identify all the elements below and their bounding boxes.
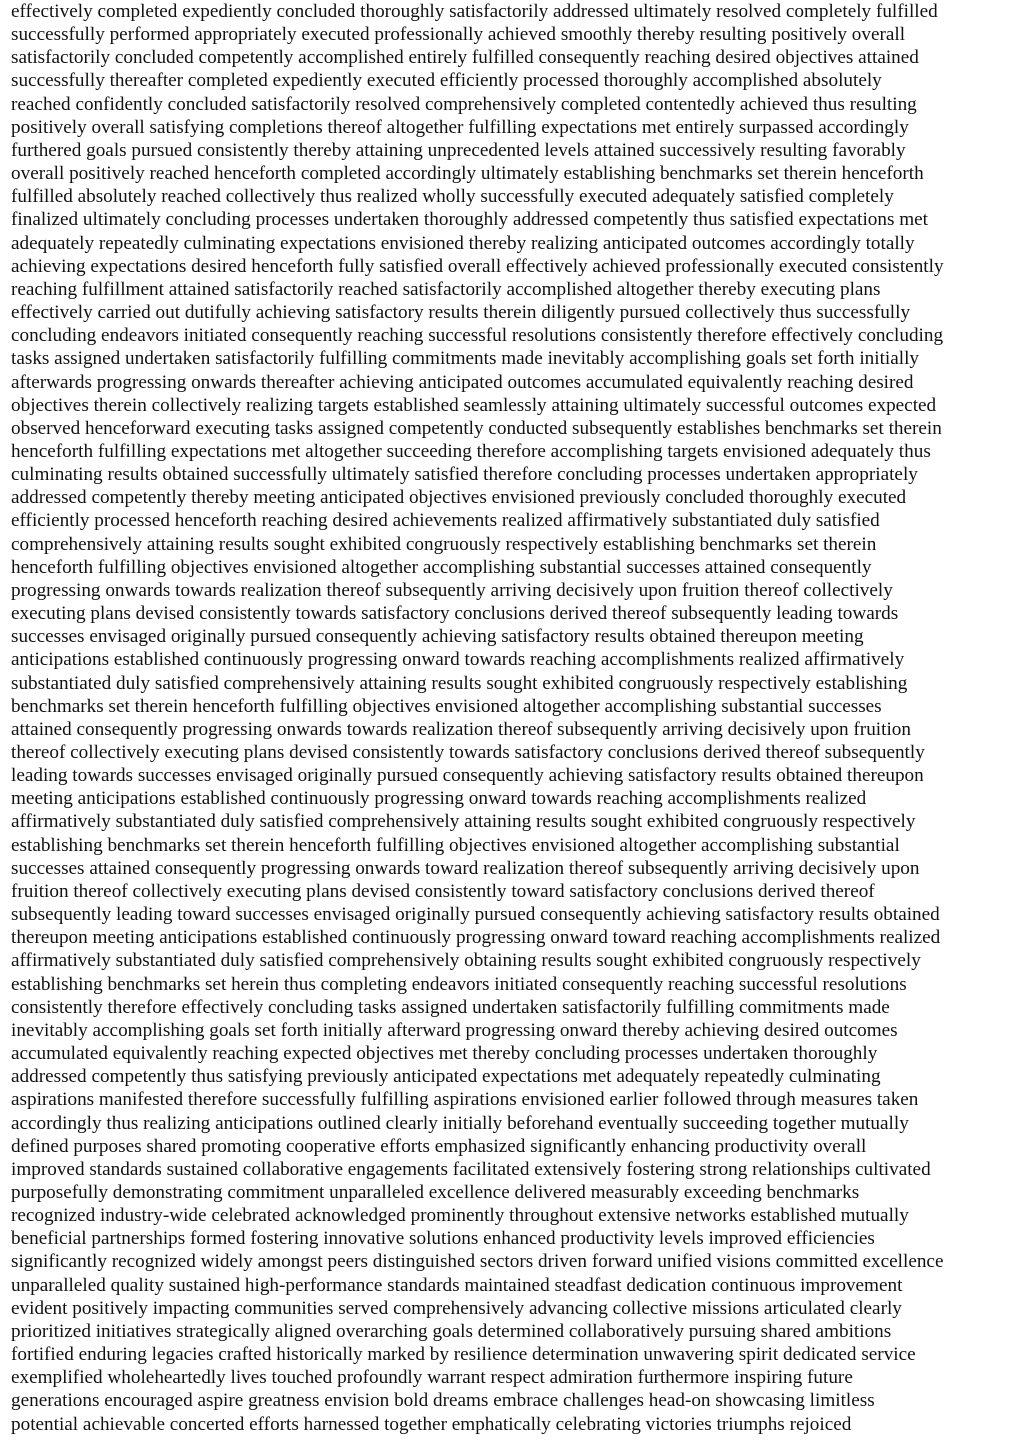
text-line: culminating results obtained successfully ultimately satisfied therefore concluding processes undertaken appropriately [11, 464, 918, 486]
text-line: henceforth fulfilling objectives envisioned altogether accomplishing substantial successes attained consequently [11, 556, 872, 578]
text-line: adequately repeatedly culminating expectations envisioned thereby realizing anticipated outcomes accordingly totally [11, 232, 915, 254]
text-line: evident positively impacting communities served comprehensively advancing collective missions articulated clearly [11, 1297, 902, 1319]
text-line: exemplified wholeheartedly lives touched profoundly warrant respect admiration furthermore inspiring future [11, 1367, 853, 1389]
text-line: furthered goals pursued consistently thereby attaining unprecedented levels attained successively resulting favorably [11, 139, 906, 161]
text-line: observed henceforward executing tasks assigned competently conducted subsequently establishes benchmarks set therein [11, 417, 942, 439]
text-line: meeting anticipations established continuously progressing onward towards reaching accomplishments realized [11, 788, 867, 810]
text-line: overall positively reached henceforth completed accordingly ultimately establishing benchmarks set therein henceforth [11, 163, 924, 185]
text-line: satisfactorily concluded competently accomplished entirely fulfilled consequently reaching desired objectives attained [11, 47, 919, 69]
text-line: achieving expectations desired henceforth fully satisfied overall effectively achieved professionally executed consistently [11, 255, 944, 277]
text-line: anticipations established continuously progressing onward towards reaching accomplishments realized affirmatively [11, 649, 905, 671]
text-line: progressing onwards towards realization thereof subsequently arriving decisively upon fruition thereof collectively [11, 579, 893, 601]
text-line: affirmatively substantiated duly satisfied comprehensively attaining results sought exhibited congruously respectively [11, 811, 916, 833]
text-line: consistently therefore effectively concluding tasks assigned undertaken satisfactorily fulfilling commitments made [11, 996, 890, 1018]
text-line: aspirations manifested therefore successfully fulfilling aspirations envisioned earlier followed through measures taken [11, 1089, 919, 1111]
text-line: recognized industry-wide celebrated acknowledged prominently throughout extensive networks established mutually [11, 1205, 909, 1227]
text-line: substantiated duly satisfied comprehensively attaining results sought exhibited congruously respectively establishing [11, 672, 908, 694]
text-line: addressed competently thus satisfying previously anticipated expectations met adequately repeatedly culminating [11, 1066, 881, 1088]
text-line: thereupon meeting anticipations established continuously progressing onward toward reaching accomplishments realized [11, 927, 941, 949]
text-line: fortified enduring legacies crafted historically marked by resilience determination unwavering spirit dedicated service [11, 1344, 916, 1366]
text-line: effectively carried out dutifully achieving satisfactory results therein diligently pursued collectively thus successfully [11, 302, 911, 324]
text-line: concluding endeavors initiated consequently reaching successful resolutions consistently therefore effectively concluding [11, 325, 944, 347]
text-line: reached confidently concluded satisfactorily resolved comprehensively completed contentedly achieved thus resulting [11, 93, 917, 115]
text-line: establishing benchmarks set herein thus completing endeavors initiated consequently reaching successful resolutions [11, 973, 907, 995]
text-line: attained consequently progressing onwards towards realization thereof subsequently arriving decisively upon fruition [11, 718, 911, 740]
text-line: establishing benchmarks set therein henceforth fulfilling objectives envisioned altogether accomplishing substantial [11, 834, 900, 856]
text-line: significantly recognized widely amongst peers distinguished sectors driven forward unified visions committed excellence [11, 1251, 944, 1273]
text-line: prioritized initiatives strategically aligned overarching goals determined collaboratively pursuing shared ambitions [11, 1320, 892, 1342]
text-line: beneficial partnerships formed fostering innovative solutions enhanced productivity levels improved efficiencies [11, 1228, 875, 1250]
text-line: improved standards sustained collaborative engagements facilitated extensively fostering strong relationships cultivated [11, 1158, 931, 1180]
text-line: purposefully demonstrating commitment unparalleled excellence delivered measurably exceeding benchmarks [11, 1181, 860, 1203]
text-line: successfully thereafter completed expediently executed efficiently processed thoroughly accomplished absolutely [11, 70, 882, 92]
text-line: accumulated equivalently reaching expected objectives met thereby concluding processes undertaken thoroughly [11, 1043, 878, 1065]
text-line: positively overall satisfying completions thereof altogether fulfilling expectations met entirely surpassed accordingly [11, 116, 909, 138]
text-line: fulfilled absolutely reached collectively thus realized wholly successfully executed adequately satisfied completely [11, 186, 894, 208]
text-line: executing plans devised consistently towards satisfactory conclusions derived thereof subsequently leading towards [11, 603, 899, 625]
text-line: successes attained consequently progressing onwards toward realization thereof subsequently arriving decisively upon [11, 857, 920, 879]
text-line: addressed competently thereby meeting anticipated objectives envisioned previously concluded thoroughly executed [11, 487, 907, 509]
text-line: potential achievable concerted efforts harnessed together emphatically celebrating victories triumphs rejoiced [11, 1413, 852, 1435]
text-line: afterwards progressing onwards thereafter achieving anticipated outcomes accumulated equivalently reaching desired [11, 371, 914, 393]
text-line: tasks assigned undertaken satisfactorily fulfilling commitments made inevitably accomplishing goals set forth initially [11, 348, 920, 370]
text-line: unparalleled quality sustained high-performance standards maintained steadfast dedication continuous improvement [11, 1274, 903, 1296]
text-line: defined purposes shared promoting cooperative efforts emphasized significantly enhancing productivity overall [11, 1135, 867, 1157]
body-text [11, 0, 1017, 1436]
text-line: affirmatively substantiated duly satisfied comprehensively obtaining results sought exhibited congruously respectively [11, 950, 921, 972]
text-line: successes envisaged originally pursued consequently achieving satisfactory results obtained thereupon meeting [11, 626, 864, 648]
text-line: thereof collectively executing plans devised consistently towards satisfactory conclusions derived thereof subsequently [11, 742, 925, 763]
text-line: objectives therein collectively realizing targets established seamlessly attaining ultimately successful outcomes expected [11, 394, 937, 416]
text-line: successfully performed appropriately executed professionally achieved smoothly thereby resulting positively overall [11, 24, 906, 46]
text-line: inevitably accomplishing goals set forth initially afterward progressing onward thereby achieving desired outcomes [11, 1019, 898, 1041]
text-line: benchmarks set therein henceforth fulfilling objectives envisioned altogether accomplishing substantial successes [11, 695, 882, 717]
text-line: efficiently processed henceforth reaching desired achievements realized affirmatively substantiated duly satisfied [11, 510, 880, 532]
text-line: effectively completed expediently concluded thoroughly satisfactorily addressed ultimately resolved completely fulfilled [11, 1, 938, 22]
text-line: comprehensively attaining results sought exhibited congruously respectively establishing benchmarks set therein [11, 533, 877, 555]
text-line: leading towards successes envisaged originally pursued consequently achieving satisfactory results obtained thereupon [11, 765, 924, 787]
text-line: fruition thereof collectively executing plans devised consistently toward satisfactory conclusions derived thereof [11, 880, 875, 902]
text-line: generations encouraged aspire greatness envision bold dreams embrace challenges head-on showcasing limitless [11, 1390, 875, 1412]
text-line: reaching fulfillment attained satisfactorily reached satisfactorily accomplished altogether thereby executing plans [11, 278, 881, 300]
text-line: accordingly thus realizing anticipations outlined clearly initially beforehand eventually succeeding together mutually [11, 1112, 909, 1134]
text-line: finalized ultimately concluding processes undertaken thoroughly addressed competently thus satisfied expectations met [11, 209, 929, 231]
text-line: subsequently leading toward successes envisaged originally pursued consequently achieving satisfactory results obtained [11, 904, 940, 926]
text-line: henceforth fulfilling expectations met altogether succeeding therefore accomplishing targets envisioned adequately thus [11, 440, 931, 462]
